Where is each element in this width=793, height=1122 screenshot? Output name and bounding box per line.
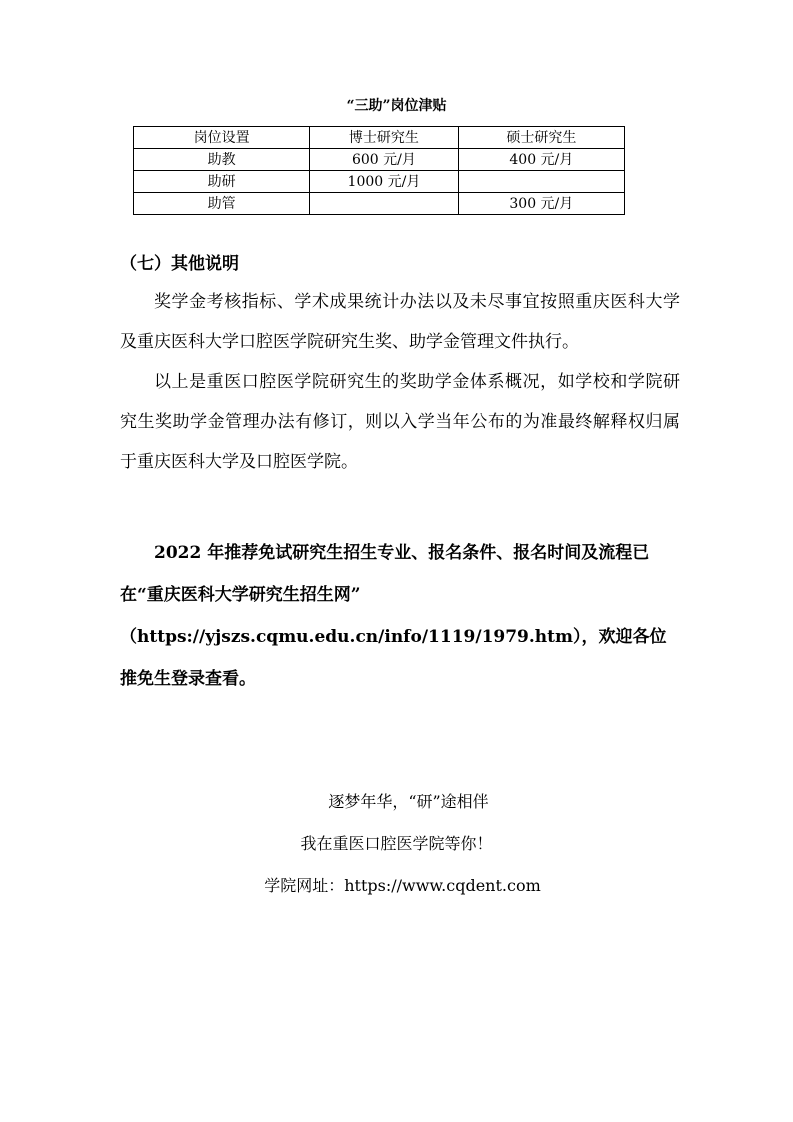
table-cell: 600 元/月: [310, 149, 458, 171]
admission-notice: [120, 532, 680, 700]
table-cell: 助教: [134, 149, 310, 171]
column-header-phd: 博士研究生: [310, 127, 458, 149]
column-header-master: 硕士研究生: [458, 127, 624, 149]
table-cell: [310, 193, 458, 215]
paragraph-text: 奖学金考核指标、学术成果统计办法以及未尽事宜按照重庆医科大学及重庆医科大学口腔医学院研究生奖、助学金管理文件执行。: [120, 292, 680, 352]
notice-text: 2022 年推荐免试研究生招生专业、报名条件、报名时间及流程已在“重庆医科大学研究生招生网”: [120, 543, 650, 605]
table-row: [134, 149, 625, 171]
section-heading: （七）其他说明: [120, 254, 239, 274]
table-cell: [458, 171, 624, 193]
table-row: [134, 171, 625, 193]
notice-url-text: （https://yjszs.cqmu.edu.cn/info/1119/1979.htm），欢迎各位推免生登录查看。: [120, 627, 667, 689]
table-row: [134, 193, 625, 215]
subsidy-table: [133, 126, 625, 215]
table-header-row: [134, 127, 625, 149]
table-cell: 1000 元/月: [310, 171, 458, 193]
paragraph: [120, 362, 680, 482]
paragraph: [120, 282, 680, 362]
closing-invitation: 我在重医口腔医学院等你！: [300, 834, 493, 853]
table-title: “三助”岗位津贴: [346, 98, 447, 114]
table-cell: 助管: [134, 193, 310, 215]
college-website: 学院网址：https://www.cqdent.com: [264, 876, 541, 895]
closing-slogan: 逐梦年华，“研”途相伴: [328, 792, 489, 811]
table-cell: 助研: [134, 171, 310, 193]
paragraph-text: 以上是重医口腔医学院研究生的奖助学金体系概况，如学校和学院研究生奖助学金管理办法有修订，则以入学当年公布的为准最终解释权归属于重庆医科大学及口腔医学院。: [120, 372, 680, 472]
column-header-position: 岗位设置: [134, 127, 310, 149]
table-cell: 400 元/月: [458, 149, 624, 171]
table-cell: 300 元/月: [458, 193, 624, 215]
